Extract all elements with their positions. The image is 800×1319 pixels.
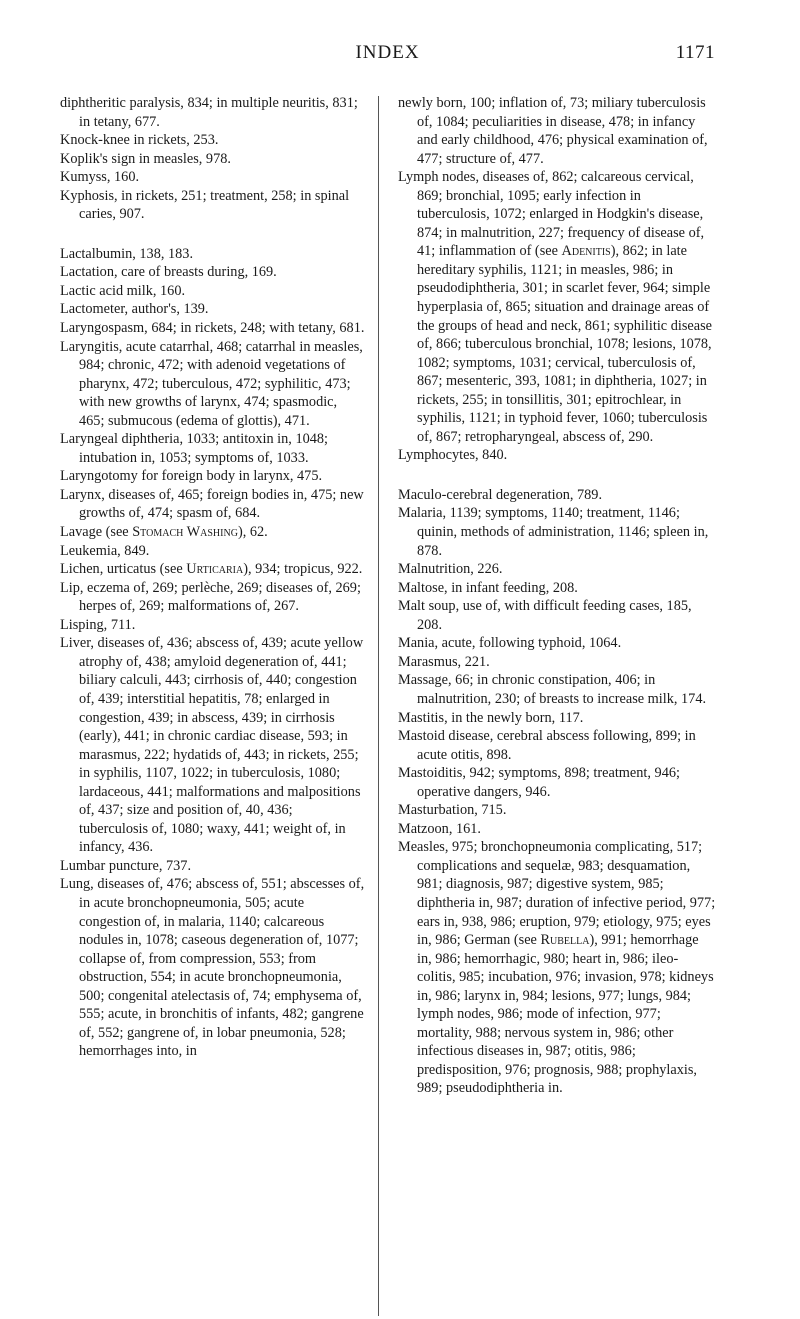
index-entry: Masturbation, 715. xyxy=(398,802,507,819)
index-entry: Lumbar puncture, 737. xyxy=(60,857,192,874)
index-entry: Knock-knee in rickets, 253. xyxy=(60,132,219,149)
index-entry: Laryngospasm, 684; in rickets, 248; with tetany, 681. xyxy=(60,320,365,337)
index-entry: Lactalbumin, 138, 183. xyxy=(60,245,194,262)
entry-text: Lavage (see xyxy=(60,524,133,541)
cross-reference: Stomach Washing xyxy=(132,524,238,541)
index-entry: Malnutrition, 226. xyxy=(398,561,503,578)
entry-text: ), 862; in late hereditary syphilis, 1121; in measles, 986; in pseudodiphtheria, 301; in scarlet fever, 964; simple hyperplasia of, 865; situation and drainage areas of the groups of head and neck, 861; syphilitic disease of, 866; tuberculous bronchial, 1078; lesions, 1078, 1082; symptoms, 1031; cervical, tuberculosis of, 867; mesenteric, 393, 1081; in diphtheria, 1027; in rickets, 255; in tonsillitis, 301; epitrochlear, in syphilis, 1121; in typhoid fever, 1060; tuberculosis of, 867; retropharyngeal, abscess of, 290. xyxy=(417,243,712,445)
index-entry-lavage xyxy=(60,523,365,542)
index-entry: Mastoiditis, 942; symptoms, 898; treatment, 946; operative dangers, 946. xyxy=(398,765,680,800)
page-header xyxy=(60,42,715,82)
cross-reference: Adenitis xyxy=(561,243,611,260)
index-entry: Massage, 66; in chronic constipation, 406; in malnutrition, 230; of breasts to increase milk, 174. xyxy=(398,672,707,707)
index-entry: Marasmus, 221. xyxy=(398,653,490,670)
entry-text: Lymph nodes, diseases of, 862; calcareous cervical, 869; bronchial, 1095; early infection in tuberculosis, 1072; enlarged in Hodgkin's disease, 874; in malnutrition, 227; frequency of disease of, 41; inflammation of (see xyxy=(398,169,705,260)
cross-reference: Urticaria xyxy=(186,561,244,578)
index-entry: Malt soup, use of, with difficult feeding cases, 185, 208. xyxy=(398,598,692,633)
left-column xyxy=(60,94,365,1061)
page-title: INDEX xyxy=(355,42,420,63)
entry-text: ), 934; tropicus, 922. xyxy=(243,561,363,578)
index-entry: Liver, diseases of, 436; abscess of, 439; acute yellow atrophy of, 438; amyloid degeneration of, 441; biliary calculi, 443; cirrhosis of, 440; congestion of, 439; interstitial hepatitis, 78; enlarged in congestion, 439; in abscess, 439; in cirrhosis (early), 441; in chronic cardiac disease, 593; in marasmus, 222; hydatids of, 443; in rickets, 255; in syphilis, 1107, 1022; in tuberculosis, 1080; lardaceous, 441; malformations and malpositions of, 437; size and position of, 40, 436; tuberculosis of, 1080; waxy, 441; weight of, in infancy, 436. xyxy=(60,635,364,856)
index-entry: Mastoid disease, cerebral abscess following, 899; in acute otitis, 898. xyxy=(398,728,696,763)
right-column xyxy=(398,94,716,1098)
entry-text: ), 62. xyxy=(237,524,268,541)
index-entry-lymph-nodes xyxy=(398,168,716,446)
entry-text: Measles, 975; bronchopneumonia complicating, 517; complications and sequelæ, 983; desquamation, 981; diagnosis, 987; digestive system, 985; diphtheria in, 987; duration of infective period, 977; ears in, 938, 986; eruption, 979; etiology, 975; eyes in, 986; German (see xyxy=(398,839,716,949)
entry-text: Lichen, urticatus (see xyxy=(60,561,187,578)
index-entry: Matzoon, 161. xyxy=(398,820,481,837)
index-entry: Lung, diseases of, 476; abscess of, 551; abscesses of, in acute bronchopneumonia, 505; acute congestion of, in malaria, 1140; calcareous nodules in, 1078; caseous degeneration of, 1077; collapse of, from compression, 553; from obstruction, 554; in acute bronchopneumonia, 500; congenital atelectasis of, 74; emphysema of, 555; acute, in bronchitis of infants, 482; gangrene of, 552; gangrene of, in lobar pneumonia, 528; hemorrhages into, in xyxy=(60,876,365,1060)
index-entry: Lip, eczema of, 269; perlèche, 269; diseases of, 269; herpes of, 269; malformations of, 267. xyxy=(60,579,361,615)
column-divider xyxy=(378,96,379,1316)
index-entry: diphtheritic paralysis, 834; in multiple neuritis, 831; in tetany, 677. xyxy=(60,95,358,130)
index-entry: Laryngitis, acute catarrhal, 468; catarrhal in measles, 984; chronic, 472; with adenoid vegetations of pharynx, 472; tuberculous, 472; syphilitic, 473; with new growths of larynx, 474; spasmodic, 465; submucous (edema of glottis), 471. xyxy=(60,338,363,429)
index-entry: Mania, acute, following typhoid, 1064. xyxy=(398,635,622,652)
index-entry: Kyphosis, in rickets, 251; treatment, 258; in spinal caries, 907. xyxy=(60,187,350,223)
index-entry: Laryngotomy for foreign body in larynx, 475. xyxy=(60,468,323,485)
index-entry: Lactic acid milk, 160. xyxy=(60,282,186,299)
index-entry: Koplik's sign in measles, 978. xyxy=(60,150,231,167)
letter-gap xyxy=(398,465,716,486)
letter-gap xyxy=(60,224,365,245)
index-entry: Lactometer, author's, 139. xyxy=(60,301,209,318)
index-entry: Kumyss, 160. xyxy=(60,169,140,186)
index-entry: newly born, 100; inflation of, 73; miliary tuberculosis of, 1084; peculiarities in disease, 478; in infancy and early childhood, 476; physical examination of, 477; structure of, 477. xyxy=(398,95,708,167)
index-entry: Leukemia, 849. xyxy=(60,542,150,559)
page-number: 1171 xyxy=(675,42,715,63)
cross-reference: Rubella xyxy=(540,932,590,949)
index-entry: Malaria, 1139; symptoms, 1140; treatment, 1146; quinin, methods of administration, 1146; spleen in, 878. xyxy=(398,505,709,559)
index-entry: Laryngeal diphtheria, 1033; antitoxin in, 1048; intubation in, 1053; symptoms of, 1033. xyxy=(60,431,329,466)
index-entry-lichen xyxy=(60,560,365,579)
index-entry: Maltose, in infant feeding, 208. xyxy=(398,579,578,596)
index-entry: Maculo-cerebral degeneration, 789. xyxy=(398,486,603,503)
index-entry: Lactation, care of breasts during, 169. xyxy=(60,264,277,281)
index-entry: Mastitis, in the newly born, 117. xyxy=(398,709,584,726)
index-entry-measles xyxy=(398,838,716,1098)
index-entry: Lisping, 711. xyxy=(60,616,136,633)
index-entry: Larynx, diseases of, 465; foreign bodies in, 475; new growths of, 474; spasm of, 684. xyxy=(60,486,364,522)
entry-text: ), 991; hemorrhage in, 986; hemorrhagic, 980; heart in, 986; ileo-colitis, 985; incubation, 976; invasion, 978; kidneys in, 986; larynx in, 984; lesions, 977; lungs, 984; lymph nodes, 986; mode of infection, 977; mortality, 988; nervous system in, 986; other infectious diseases in, 987; otitis, 986; predisposition, 976; prognosis, 988; prophylaxis, 989; pseudodiphtheria in. xyxy=(417,932,714,1097)
index-entry: Lymphocytes, 840. xyxy=(398,447,508,464)
